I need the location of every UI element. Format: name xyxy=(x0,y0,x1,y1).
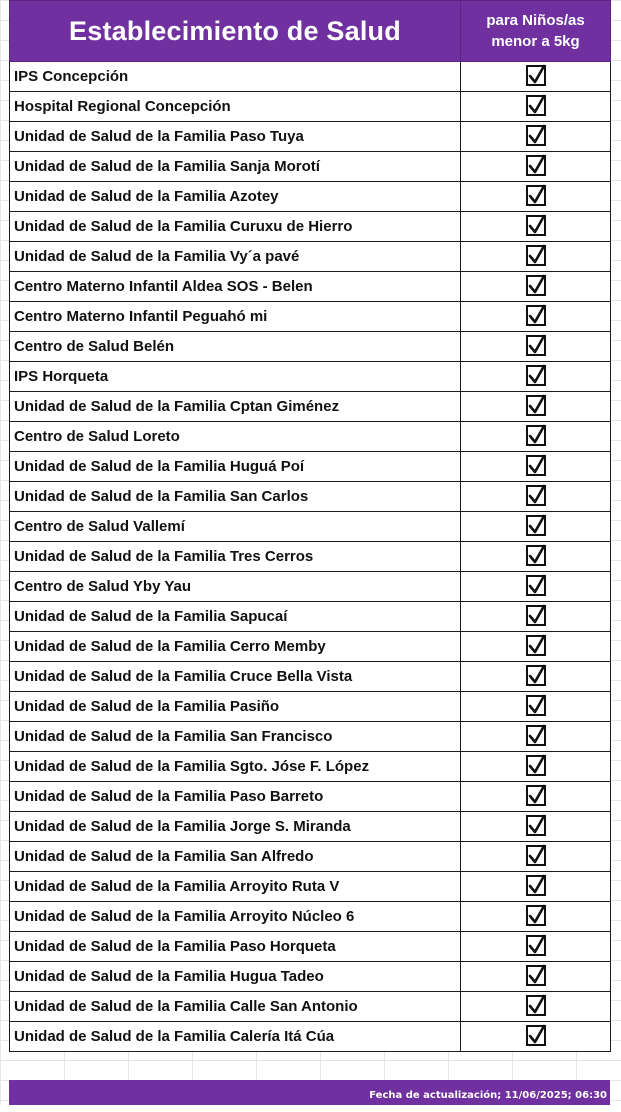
availability-cell[interactable] xyxy=(461,92,611,122)
table-row xyxy=(10,272,611,302)
facility-name-cell[interactable]: Unidad de Salud de la Familia Curuxu de Hierro xyxy=(10,212,461,242)
availability-cell[interactable] xyxy=(461,902,611,932)
checkbox-checked-icon xyxy=(526,125,546,146)
table-row xyxy=(10,962,611,992)
availability-cell[interactable] xyxy=(461,782,611,812)
table-row xyxy=(10,812,611,842)
checkbox-checked-icon xyxy=(526,995,546,1016)
facility-name-cell[interactable]: Unidad de Salud de la Familia Vy´a pavé xyxy=(10,242,461,272)
facility-name-cell[interactable]: IPS Concepción xyxy=(10,62,461,92)
checkbox-checked-icon xyxy=(526,455,546,476)
availability-cell[interactable] xyxy=(461,512,611,542)
checkbox-checked-icon xyxy=(526,365,546,386)
availability-cell[interactable] xyxy=(461,182,611,212)
availability-cell[interactable] xyxy=(461,572,611,602)
facility-name-cell[interactable]: Unidad de Salud de la Familia Calería Itá Cúa xyxy=(10,1022,461,1052)
facility-name-cell[interactable]: Unidad de Salud de la Familia Pasiño xyxy=(10,692,461,722)
facility-name-cell[interactable]: Unidad de Salud de la Familia Huguá Poí xyxy=(10,452,461,482)
availability-cell[interactable] xyxy=(461,872,611,902)
facility-name-cell[interactable]: Unidad de Salud de la Familia Jorge S. Miranda xyxy=(10,812,461,842)
availability-cell[interactable] xyxy=(461,692,611,722)
checkbox-checked-icon xyxy=(526,605,546,626)
availability-cell[interactable] xyxy=(461,542,611,572)
checkbox-checked-icon xyxy=(526,95,546,116)
availability-cell[interactable] xyxy=(461,632,611,662)
checkbox-checked-icon xyxy=(526,305,546,326)
checkbox-checked-icon xyxy=(526,845,546,866)
checkbox-checked-icon xyxy=(526,635,546,656)
health-facility-sheet xyxy=(9,0,610,1052)
facility-name-cell[interactable]: Unidad de Salud de la Familia Azotey xyxy=(10,182,461,212)
table-row xyxy=(10,362,611,392)
facility-rows xyxy=(10,62,611,1052)
table-row xyxy=(10,902,611,932)
facility-name-cell[interactable]: Centro de Salud Belén xyxy=(10,332,461,362)
table-row xyxy=(10,452,611,482)
table-row xyxy=(10,122,611,152)
table-row xyxy=(10,302,611,332)
header-row xyxy=(10,1,611,62)
table-row xyxy=(10,662,611,692)
table-row xyxy=(10,182,611,212)
table-row xyxy=(10,62,611,92)
table-row xyxy=(10,842,611,872)
table-row xyxy=(10,602,611,632)
facility-name-cell[interactable]: Unidad de Salud de la Familia Sapucaí xyxy=(10,602,461,632)
facility-name-cell[interactable]: Unidad de Salud de la Familia Paso Barreto xyxy=(10,782,461,812)
checkbox-checked-icon xyxy=(526,665,546,686)
checkbox-checked-icon xyxy=(526,755,546,776)
table-row xyxy=(10,722,611,752)
table-row xyxy=(10,242,611,272)
facility-name-cell[interactable]: Unidad de Salud de la Familia San Alfredo xyxy=(10,842,461,872)
table-row xyxy=(10,692,611,722)
availability-cell[interactable] xyxy=(461,962,611,992)
facility-name-cell[interactable]: Unidad de Salud de la Familia San Francisco xyxy=(10,722,461,752)
checkbox-checked-icon xyxy=(526,695,546,716)
table-row xyxy=(10,752,611,782)
table-row xyxy=(10,782,611,812)
facility-name-cell[interactable]: Unidad de Salud de la Familia Tres Cerros xyxy=(10,542,461,572)
availability-cell[interactable] xyxy=(461,812,611,842)
availability-cell[interactable] xyxy=(461,992,611,1022)
facility-name-cell[interactable]: Centro Materno Infantil Peguahó mi xyxy=(10,302,461,332)
facility-table xyxy=(9,0,611,1052)
column-header-line-1: para Niños/as xyxy=(486,12,585,29)
checkbox-checked-icon xyxy=(526,425,546,446)
update-footer: Fecha de actualización; 11/06/2025; 06:30 xyxy=(9,1080,610,1105)
table-row xyxy=(10,1022,611,1052)
facility-name-cell[interactable]: Unidad de Salud de la Familia Cerro Memby xyxy=(10,632,461,662)
facility-name-cell[interactable]: Unidad de Salud de la Familia Cruce Bella Vista xyxy=(10,662,461,692)
availability-cell[interactable] xyxy=(461,662,611,692)
availability-cell[interactable] xyxy=(461,332,611,362)
checkbox-checked-icon xyxy=(526,545,546,566)
table-row xyxy=(10,542,611,572)
checkbox-checked-icon xyxy=(526,965,546,986)
checkbox-checked-icon xyxy=(526,215,546,236)
checkbox-checked-icon xyxy=(526,65,546,86)
checkbox-checked-icon xyxy=(526,935,546,956)
table-row xyxy=(10,482,611,512)
facility-name-cell[interactable]: IPS Horqueta xyxy=(10,362,461,392)
checkbox-checked-icon xyxy=(526,245,546,266)
checkbox-checked-icon xyxy=(526,575,546,596)
availability-cell[interactable] xyxy=(461,362,611,392)
availability-cell[interactable] xyxy=(461,602,611,632)
checkbox-checked-icon xyxy=(526,725,546,746)
table-row xyxy=(10,332,611,362)
facility-name-cell[interactable]: Unidad de Salud de la Familia Sanja Morotí xyxy=(10,152,461,182)
facility-name-cell[interactable]: Unidad de Salud de la Familia Arroyito Ruta V xyxy=(10,872,461,902)
column-header-children-under-5kg[interactable] xyxy=(461,1,611,62)
facility-name-cell[interactable]: Unidad de Salud de la Familia Paso Tuya xyxy=(10,122,461,152)
availability-cell[interactable] xyxy=(461,842,611,872)
checkbox-checked-icon xyxy=(526,815,546,836)
facility-name-cell[interactable]: Unidad de Salud de la Familia Hugua Tadeo xyxy=(10,962,461,992)
availability-cell[interactable] xyxy=(461,722,611,752)
table-row xyxy=(10,512,611,542)
table-row xyxy=(10,572,611,602)
checkbox-checked-icon xyxy=(526,185,546,206)
availability-cell[interactable] xyxy=(461,242,611,272)
facility-name-cell[interactable]: Unidad de Salud de la Familia Sgto. Jóse F. López xyxy=(10,752,461,782)
availability-cell[interactable] xyxy=(461,932,611,962)
table-row xyxy=(10,92,611,122)
checkbox-checked-icon xyxy=(526,905,546,926)
checkbox-checked-icon xyxy=(526,335,546,356)
facility-name-cell[interactable]: Unidad de Salud de la Familia Calle San Antonio xyxy=(10,992,461,1022)
facility-name-cell[interactable]: Centro de Salud Vallemí xyxy=(10,512,461,542)
checkbox-checked-icon xyxy=(526,785,546,806)
availability-cell[interactable] xyxy=(461,752,611,782)
table-row xyxy=(10,932,611,962)
checkbox-checked-icon xyxy=(526,515,546,536)
facility-name-cell[interactable]: Hospital Regional Concepción xyxy=(10,92,461,122)
table-row xyxy=(10,872,611,902)
availability-cell[interactable] xyxy=(461,272,611,302)
availability-cell[interactable] xyxy=(461,392,611,422)
facility-name-cell[interactable]: Centro Materno Infantil Aldea SOS - Belen xyxy=(10,272,461,302)
availability-cell[interactable] xyxy=(461,62,611,92)
facility-name-cell[interactable]: Unidad de Salud de la Familia San Carlos xyxy=(10,482,461,512)
checkbox-checked-icon xyxy=(526,875,546,896)
facility-name-cell[interactable]: Unidad de Salud de la Familia Cptan Giménez xyxy=(10,392,461,422)
checkbox-checked-icon xyxy=(526,395,546,416)
facility-name-cell[interactable]: Centro de Salud Yby Yau xyxy=(10,572,461,602)
facility-name-cell[interactable]: Unidad de Salud de la Familia Arroyito Núcleo 6 xyxy=(10,902,461,932)
table-row xyxy=(10,992,611,1022)
table-row xyxy=(10,212,611,242)
availability-cell[interactable] xyxy=(461,482,611,512)
column-header-facility[interactable]: Establecimiento de Salud xyxy=(10,1,461,62)
availability-cell[interactable] xyxy=(461,422,611,452)
column-header-line-2: menor a 5kg xyxy=(491,33,580,50)
checkbox-checked-icon xyxy=(526,485,546,506)
availability-cell[interactable] xyxy=(461,302,611,332)
availability-cell[interactable] xyxy=(461,152,611,182)
availability-cell[interactable] xyxy=(461,452,611,482)
checkbox-checked-icon xyxy=(526,275,546,296)
table-row xyxy=(10,632,611,662)
table-row xyxy=(10,392,611,422)
availability-cell[interactable] xyxy=(461,212,611,242)
table-row xyxy=(10,152,611,182)
table-row xyxy=(10,422,611,452)
facility-name-cell[interactable]: Centro de Salud Loreto xyxy=(10,422,461,452)
checkbox-checked-icon xyxy=(526,1025,546,1046)
availability-cell[interactable] xyxy=(461,122,611,152)
availability-cell[interactable] xyxy=(461,1022,611,1052)
facility-name-cell[interactable]: Unidad de Salud de la Familia Paso Horqueta xyxy=(10,932,461,962)
checkbox-checked-icon xyxy=(526,155,546,176)
